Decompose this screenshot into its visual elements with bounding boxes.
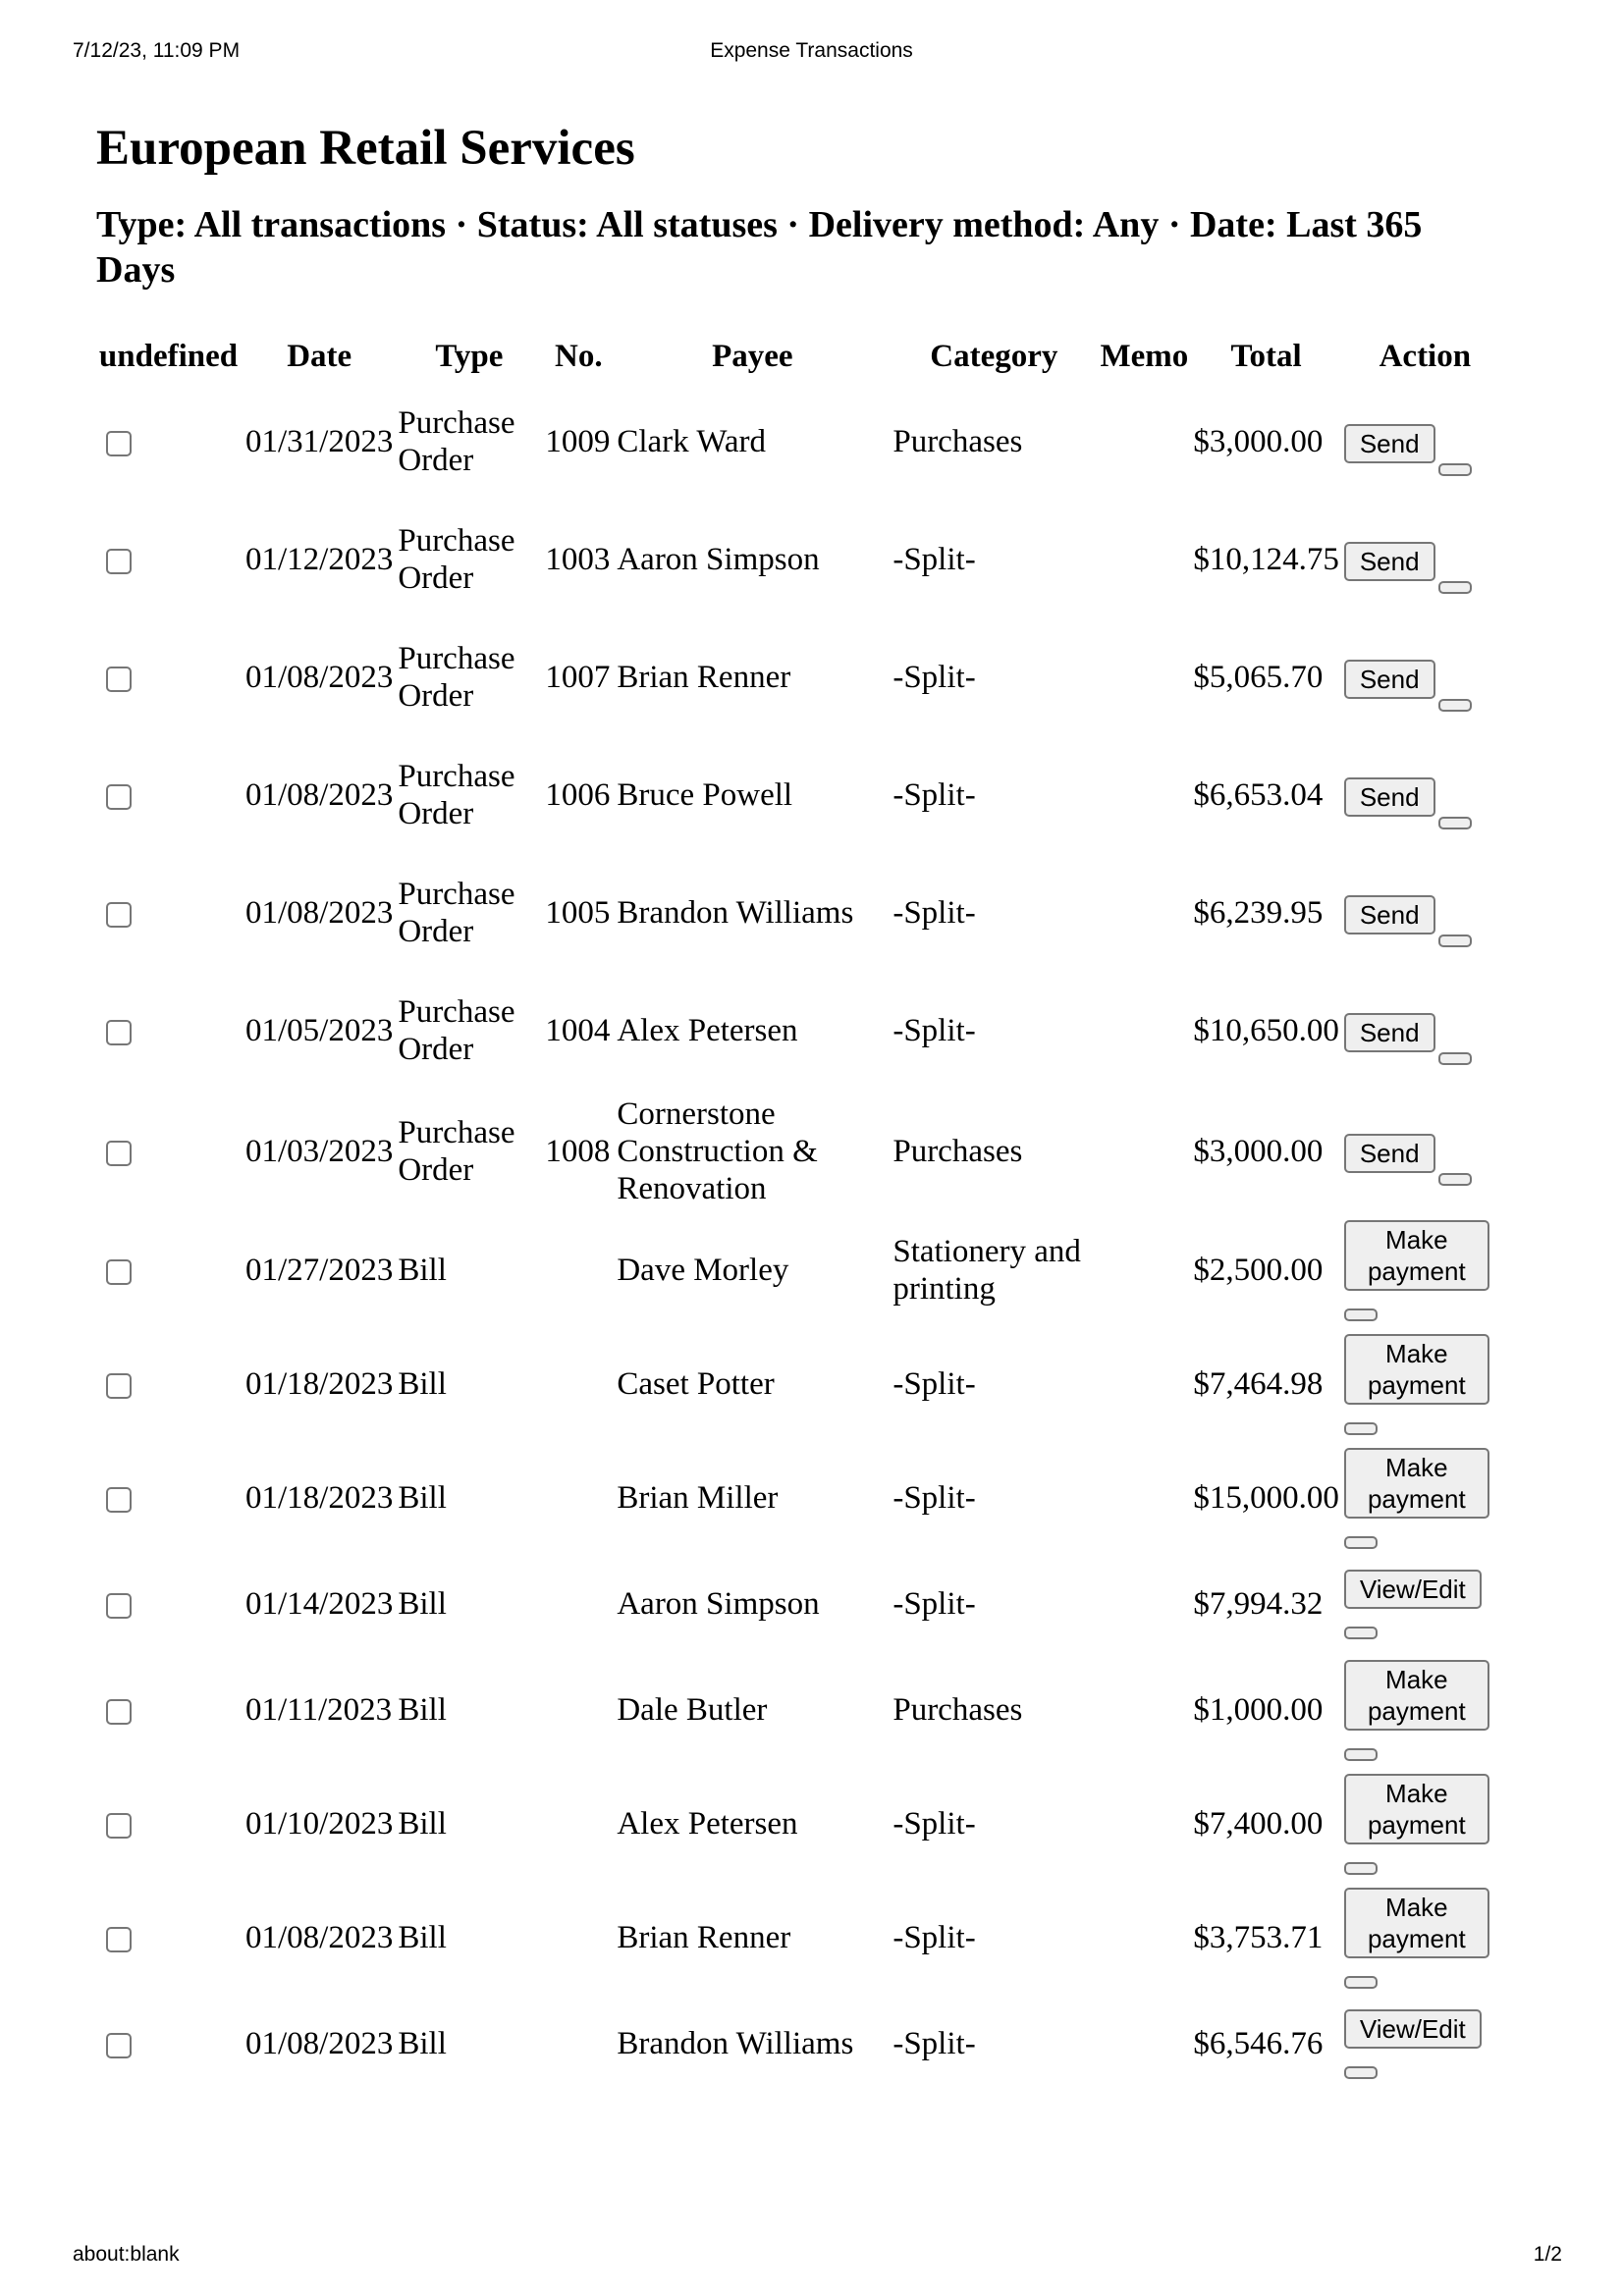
- action-cell: [1344, 1213, 1506, 1327]
- category-cell: -Split-: [893, 895, 976, 931]
- date-cell: 01/18/2023: [245, 1366, 394, 1402]
- memo-cell: [1100, 501, 1188, 618]
- action-cell: [1344, 1881, 1506, 1995]
- table-row: [96, 1441, 1506, 1555]
- row-select-checkbox[interactable]: [106, 784, 132, 810]
- select-cell: [96, 1327, 241, 1441]
- select-cell: [96, 1441, 241, 1555]
- category-cell: -Split-: [893, 542, 976, 577]
- select-cell: [96, 1555, 241, 1653]
- payee-cell: Brian Miller: [617, 1480, 779, 1516]
- payee-cell: Brandon Williams: [617, 895, 854, 931]
- memo-cell: [1100, 1555, 1188, 1653]
- action-cell: [1344, 1653, 1506, 1767]
- type-cell: Bill: [398, 1692, 447, 1728]
- row-action-button[interactable]: Make payment: [1344, 1888, 1489, 1958]
- column-header-select: undefined: [98, 339, 239, 374]
- select-cell: [96, 736, 241, 854]
- number-cell: 1005: [545, 895, 611, 931]
- table-row: [96, 1327, 1506, 1441]
- row-more-actions-dropdown[interactable]: [1344, 1862, 1378, 1875]
- date-cell: 01/05/2023: [245, 1013, 394, 1048]
- payee-cell: Aaron Simpson: [617, 542, 820, 577]
- row-more-actions-dropdown[interactable]: [1344, 1422, 1378, 1435]
- memo-cell: [1100, 972, 1188, 1090]
- type-cell: Bill: [398, 1253, 447, 1288]
- row-action-button[interactable]: Make payment: [1344, 1220, 1489, 1291]
- payee-cell: Dave Morley: [617, 1253, 789, 1288]
- total-cell: $10,124.75: [1193, 542, 1339, 577]
- category-cell: -Split-: [893, 1806, 976, 1842]
- payee-cell: Caset Potter: [617, 1366, 775, 1402]
- column-header-memo: Memo: [1100, 339, 1189, 374]
- total-cell: $15,000.00: [1193, 1480, 1339, 1516]
- memo-cell: [1100, 1213, 1188, 1327]
- row-action-button[interactable]: Make payment: [1344, 1448, 1489, 1519]
- table-row: [96, 854, 1506, 972]
- row-select-checkbox[interactable]: [106, 2033, 132, 2058]
- category-cell: -Split-: [893, 1586, 976, 1622]
- row-select-checkbox[interactable]: [106, 1373, 132, 1399]
- select-cell: [96, 1881, 241, 1995]
- memo-cell: [1100, 1995, 1188, 2093]
- transactions-table: [91, 330, 1511, 2093]
- total-cell: $2,500.00: [1193, 1253, 1324, 1288]
- number-cell: [545, 1653, 612, 1767]
- row-action-button[interactable]: Send: [1344, 542, 1435, 581]
- payee-cell: Aaron Simpson: [617, 1586, 820, 1622]
- category-cell: Purchases: [893, 424, 1023, 459]
- category-cell: Purchases: [893, 1692, 1023, 1728]
- type-cell: Bill: [398, 1366, 447, 1402]
- company-name: European Retail Services: [96, 121, 635, 176]
- row-select-checkbox[interactable]: [106, 431, 132, 456]
- action-cell: [1344, 972, 1506, 1090]
- table-row: [96, 1213, 1506, 1327]
- category-cell: -Split-: [893, 777, 976, 813]
- print-page-number: 1/2: [1533, 2243, 1562, 2266]
- row-select-checkbox[interactable]: [106, 1141, 132, 1166]
- payee-cell: Cornerstone Construction & Renovation: [617, 1096, 818, 1206]
- category-cell: Stationery and printing: [893, 1234, 1081, 1307]
- type-cell: Purchase Order: [398, 1115, 515, 1188]
- table-row: [96, 501, 1506, 618]
- payee-cell: Dale Butler: [617, 1692, 768, 1728]
- number-cell: [545, 1213, 612, 1327]
- action-cell: [1344, 383, 1506, 501]
- table-header-row: [96, 330, 1506, 383]
- total-cell: $6,239.95: [1193, 895, 1324, 931]
- row-more-actions-dropdown[interactable]: [1438, 1052, 1472, 1065]
- date-cell: 01/03/2023: [245, 1134, 394, 1169]
- date-cell: 01/08/2023: [245, 660, 394, 695]
- category-cell: -Split-: [893, 1480, 976, 1516]
- action-cell: [1344, 501, 1506, 618]
- select-cell: [96, 383, 241, 501]
- row-select-checkbox[interactable]: [106, 1487, 132, 1513]
- total-cell: $3,000.00: [1193, 424, 1324, 459]
- row-more-actions-dropdown[interactable]: [1438, 934, 1472, 947]
- memo-cell: [1100, 1881, 1188, 1995]
- row-select-checkbox[interactable]: [106, 549, 132, 574]
- total-cell: $5,065.70: [1193, 660, 1324, 695]
- action-cell: [1344, 1555, 1506, 1653]
- total-cell: $10,650.00: [1193, 1013, 1339, 1048]
- memo-cell: [1100, 383, 1188, 501]
- select-cell: [96, 972, 241, 1090]
- row-action-button[interactable]: Make payment: [1344, 1774, 1489, 1844]
- column-header-type: Type: [435, 339, 504, 374]
- action-cell: [1344, 1441, 1506, 1555]
- row-select-checkbox[interactable]: [106, 1699, 132, 1725]
- date-cell: 01/18/2023: [245, 1480, 394, 1516]
- row-more-actions-dropdown[interactable]: [1344, 1748, 1378, 1761]
- action-cell: [1344, 1995, 1506, 2093]
- select-cell: [96, 854, 241, 972]
- memo-cell: [1100, 1441, 1188, 1555]
- type-cell: Purchase Order: [398, 877, 515, 949]
- row-select-checkbox[interactable]: [106, 1813, 132, 1839]
- number-cell: [545, 1441, 612, 1555]
- action-cell: [1344, 1767, 1506, 1881]
- column-header-date: Date: [287, 339, 352, 374]
- column-header-payee: Payee: [712, 339, 793, 374]
- number-cell: [545, 1555, 612, 1653]
- memo-cell: [1100, 618, 1188, 736]
- row-action-button[interactable]: Make payment: [1344, 1334, 1489, 1405]
- table-row: [96, 1881, 1506, 1995]
- print-page-title: Expense Transactions: [710, 39, 913, 62]
- table-row: [96, 1090, 1506, 1213]
- row-action-button[interactable]: Send: [1344, 777, 1435, 817]
- row-action-button[interactable]: Send: [1344, 1134, 1435, 1173]
- number-cell: [545, 1327, 612, 1441]
- payee-cell: Alex Petersen: [617, 1806, 798, 1842]
- number-cell: [545, 1881, 612, 1995]
- type-cell: Purchase Order: [398, 759, 515, 831]
- row-more-actions-dropdown[interactable]: [1344, 1627, 1378, 1639]
- category-cell: -Split-: [893, 1920, 976, 1955]
- action-cell: [1344, 1327, 1506, 1441]
- select-cell: [96, 1767, 241, 1881]
- select-cell: [96, 1213, 241, 1327]
- payee-cell: Brian Renner: [617, 660, 791, 695]
- row-more-actions-dropdown[interactable]: [1438, 1173, 1472, 1186]
- memo-cell: [1100, 1767, 1188, 1881]
- date-cell: 01/08/2023: [245, 895, 394, 931]
- row-more-actions-dropdown[interactable]: [1438, 463, 1472, 476]
- date-cell: 01/08/2023: [245, 2026, 394, 2061]
- row-action-button[interactable]: View/Edit: [1344, 2009, 1482, 2049]
- table-row: [96, 618, 1506, 736]
- number-cell: [545, 1767, 612, 1881]
- table-row: [96, 736, 1506, 854]
- total-cell: $7,400.00: [1193, 1806, 1324, 1842]
- row-select-checkbox[interactable]: [106, 902, 132, 928]
- category-cell: Purchases: [893, 1134, 1023, 1169]
- table-row: [96, 1555, 1506, 1653]
- total-cell: $3,753.71: [1193, 1920, 1324, 1955]
- action-cell: [1344, 618, 1506, 736]
- action-cell: [1344, 854, 1506, 972]
- select-cell: [96, 1090, 241, 1213]
- total-cell: $7,994.32: [1193, 1586, 1324, 1622]
- column-header-no: No.: [555, 339, 603, 374]
- type-cell: Bill: [398, 1806, 447, 1842]
- row-more-actions-dropdown[interactable]: [1344, 2066, 1378, 2079]
- row-more-actions-dropdown[interactable]: [1344, 1308, 1378, 1321]
- column-header-category: Category: [930, 339, 1058, 374]
- memo-cell: [1100, 1090, 1188, 1213]
- date-cell: 01/31/2023: [245, 424, 394, 459]
- row-select-checkbox[interactable]: [106, 1020, 132, 1045]
- type-cell: Purchase Order: [398, 523, 515, 596]
- memo-cell: [1100, 1327, 1188, 1441]
- date-cell: 01/10/2023: [245, 1806, 394, 1842]
- row-select-checkbox[interactable]: [106, 1593, 132, 1619]
- category-cell: -Split-: [893, 2026, 976, 2061]
- number-cell: 1004: [545, 1013, 611, 1048]
- total-cell: $3,000.00: [1193, 1134, 1324, 1169]
- select-cell: [96, 1653, 241, 1767]
- number-cell: [545, 1995, 612, 2093]
- report-content: [96, 116, 1530, 2093]
- filter-summary: Type: All transactions · Status: All statuses · Delivery method: Any · Date: Last 365 Days: [96, 204, 1423, 291]
- category-cell: -Split-: [893, 660, 976, 695]
- row-more-actions-dropdown[interactable]: [1344, 1976, 1378, 1989]
- row-select-checkbox[interactable]: [106, 1259, 132, 1285]
- type-cell: Purchase Order: [398, 994, 515, 1067]
- payee-cell: Alex Petersen: [617, 1013, 798, 1048]
- date-cell: 01/08/2023: [245, 1920, 394, 1955]
- total-cell: $6,653.04: [1193, 777, 1324, 813]
- memo-cell: [1100, 736, 1188, 854]
- payee-cell: Bruce Powell: [617, 777, 793, 813]
- table-row: [96, 972, 1506, 1090]
- type-cell: Bill: [398, 2026, 447, 2061]
- row-action-button[interactable]: Make payment: [1344, 1660, 1489, 1731]
- number-cell: 1008: [545, 1134, 611, 1169]
- row-action-button[interactable]: View/Edit: [1344, 1570, 1482, 1609]
- number-cell: 1007: [545, 660, 611, 695]
- memo-cell: [1100, 1653, 1188, 1767]
- date-cell: 01/12/2023: [245, 542, 394, 577]
- print-url: about:blank: [73, 2243, 180, 2266]
- row-action-button[interactable]: Send: [1344, 895, 1435, 934]
- memo-cell: [1100, 854, 1188, 972]
- payee-cell: Brian Renner: [617, 1920, 791, 1955]
- table-body: [96, 383, 1506, 2093]
- table-row: [96, 383, 1506, 501]
- row-more-actions-dropdown[interactable]: [1344, 1536, 1378, 1549]
- action-cell: [1344, 1090, 1506, 1213]
- select-cell: [96, 1995, 241, 2093]
- column-header-total: Total: [1230, 339, 1302, 374]
- date-cell: 01/27/2023: [245, 1253, 394, 1288]
- row-more-actions-dropdown[interactable]: [1438, 581, 1472, 594]
- select-cell: [96, 618, 241, 736]
- column-header-action: Action: [1379, 339, 1472, 374]
- number-cell: 1009: [545, 424, 611, 459]
- payee-cell: Brandon Williams: [617, 2026, 854, 2061]
- table-row: [96, 1767, 1506, 1881]
- type-cell: Bill: [398, 1480, 447, 1516]
- type-cell: Bill: [398, 1920, 447, 1955]
- row-select-checkbox[interactable]: [106, 1927, 132, 1952]
- number-cell: 1006: [545, 777, 611, 813]
- total-cell: $1,000.00: [1193, 1692, 1324, 1728]
- date-cell: 01/08/2023: [245, 777, 394, 813]
- date-cell: 01/11/2023: [245, 1692, 393, 1728]
- row-action-button[interactable]: Send: [1344, 660, 1435, 699]
- category-cell: -Split-: [893, 1366, 976, 1402]
- date-cell: 01/14/2023: [245, 1586, 394, 1622]
- number-cell: 1003: [545, 542, 611, 577]
- row-action-button[interactable]: Send: [1344, 1013, 1435, 1052]
- type-cell: Purchase Order: [398, 405, 515, 478]
- type-cell: Purchase Order: [398, 641, 515, 714]
- row-more-actions-dropdown[interactable]: [1438, 817, 1472, 829]
- table-row: [96, 1653, 1506, 1767]
- row-more-actions-dropdown[interactable]: [1438, 699, 1472, 712]
- action-cell: [1344, 736, 1506, 854]
- select-cell: [96, 501, 241, 618]
- total-cell: $7,464.98: [1193, 1366, 1324, 1402]
- print-datetime: 7/12/23, 11:09 PM: [73, 39, 241, 62]
- type-cell: Bill: [398, 1586, 447, 1622]
- total-cell: $6,546.76: [1193, 2026, 1324, 2061]
- row-action-button[interactable]: Send: [1344, 424, 1435, 463]
- category-cell: -Split-: [893, 1013, 976, 1048]
- payee-cell: Clark Ward: [617, 424, 766, 459]
- table-row: [96, 1995, 1506, 2093]
- row-select-checkbox[interactable]: [106, 667, 132, 692]
